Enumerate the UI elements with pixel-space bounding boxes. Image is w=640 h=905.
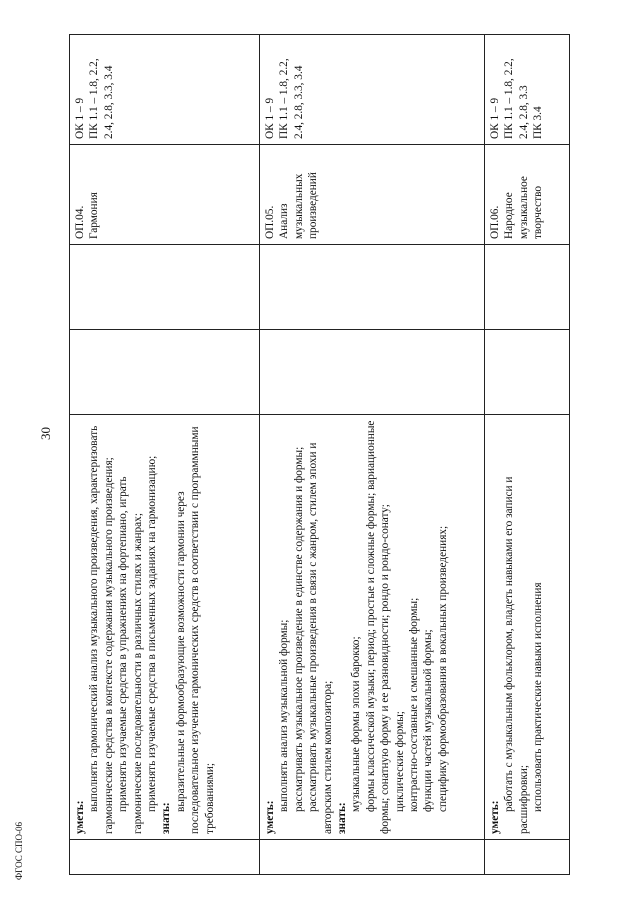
empty-cell: [485, 330, 570, 415]
competences-cell: [485, 35, 570, 145]
skill-item: применять изучаемые средства в упражнениях на фортепиано, играть гармонические последовательности в различных стилях и жанрах;: [117, 476, 144, 834]
knowledge-item: формы классической музыки; период; простые и сложные формы; вариационные формы; сонатную форму и ее разновидности; рондо и рондо-сонату;: [364, 420, 392, 834]
skill-item: выполнять анализ музыкальной формы;: [278, 619, 291, 812]
table-row-op06: [485, 35, 570, 875]
knowledge-item: специфику формообразования в вокальных произведениях;: [436, 525, 449, 812]
skills-cell: [485, 415, 570, 840]
znat-label: знать:: [160, 802, 173, 834]
discipline-cell: [485, 145, 570, 245]
competence-ok: ОК 1 – 9: [489, 97, 501, 139]
skill-item: использовать практические навыки исполнения: [532, 582, 545, 812]
knowledge-item: выразительные и формообразующие возможности гармонии через последовательное изучение гармонических средств в соответствии с программными требованиями;: [174, 426, 216, 834]
competence-pk: ПК 1.1 – 1.8, 2.2, 2.4, 2.8, 3.3, 3.4: [88, 58, 115, 139]
skill-item: выполнять гармонический анализ музыкального произведения, характеризовать гармонические средства в контексте содержания музыкального произведения;: [88, 425, 115, 834]
discipline-title: Анализ музыкальных произведений: [278, 172, 320, 239]
skill-item: применять изучаемые средства в письменных заданиях на гармонизацию;: [146, 455, 159, 812]
empty-cell: [70, 245, 260, 330]
znat-label: знать:: [336, 802, 349, 834]
empty-cell: [260, 840, 485, 875]
knowledge-item: циклические формы;: [393, 711, 406, 812]
empty-cell: [260, 245, 485, 330]
empty-cell: [70, 840, 260, 875]
competences-cell: [70, 35, 260, 145]
footer-code: ФГОС СПО-06: [14, 822, 24, 880]
competence-ok: ОК 1 – 9: [264, 97, 276, 139]
competence-pk: ПК 1.1 – 1.8, 2.2, 2.4, 2.8, 3.3, 3.4: [278, 58, 305, 139]
discipline-cell: [70, 145, 260, 245]
skills-cell: [70, 415, 260, 840]
skill-item: рассматривать музыкальные произведения в связи с жанром, стилем эпохи и авторским стилем композитора;: [307, 442, 334, 834]
disciplines-table: [69, 34, 570, 875]
knowledge-item: функции частей музыкальной формы;: [422, 629, 435, 812]
discipline-title: Народное музыкальное творчество: [503, 176, 545, 239]
discipline-code: ОП.06.: [489, 205, 501, 239]
empty-cell: [260, 330, 485, 415]
table-row-op05: [260, 35, 485, 875]
skills-cell: [260, 415, 485, 840]
discipline-code: ОП.05.: [264, 205, 276, 239]
discipline-cell: [260, 145, 485, 245]
discipline-title: Гармония: [88, 192, 101, 239]
skill-item: работать с музыкальным фольклором, владеть навыками его записи и расшифровки;: [503, 476, 530, 834]
competence-ok: ОК 1 – 9: [74, 97, 86, 139]
umet-label: уметь:: [264, 800, 276, 834]
page-number: 30: [38, 427, 53, 440]
empty-cell: [485, 245, 570, 330]
umet-label: уметь:: [489, 800, 501, 834]
competence-pk: ПК 1.1 – 1.8, 2.2, 2.4, 2.8, 3.3: [503, 58, 530, 139]
knowledge-item: музыкальные формы эпохи барокко;: [350, 636, 363, 812]
umet-label: уметь:: [74, 800, 86, 834]
empty-cell: [70, 330, 260, 415]
competences-cell: [260, 35, 485, 145]
competence-pk: ПК 3.4: [532, 106, 545, 139]
knowledge-item: контрастно-составные и смешанные формы;: [408, 597, 421, 812]
skill-item: рассматривать музыкальное произведение в единстве содержания и формы;: [292, 446, 305, 812]
discipline-code: ОП.04.: [74, 205, 86, 239]
empty-cell: [485, 840, 570, 875]
table-row-op04: [70, 35, 260, 875]
rotated-table-wrapper: [69, 35, 569, 875]
